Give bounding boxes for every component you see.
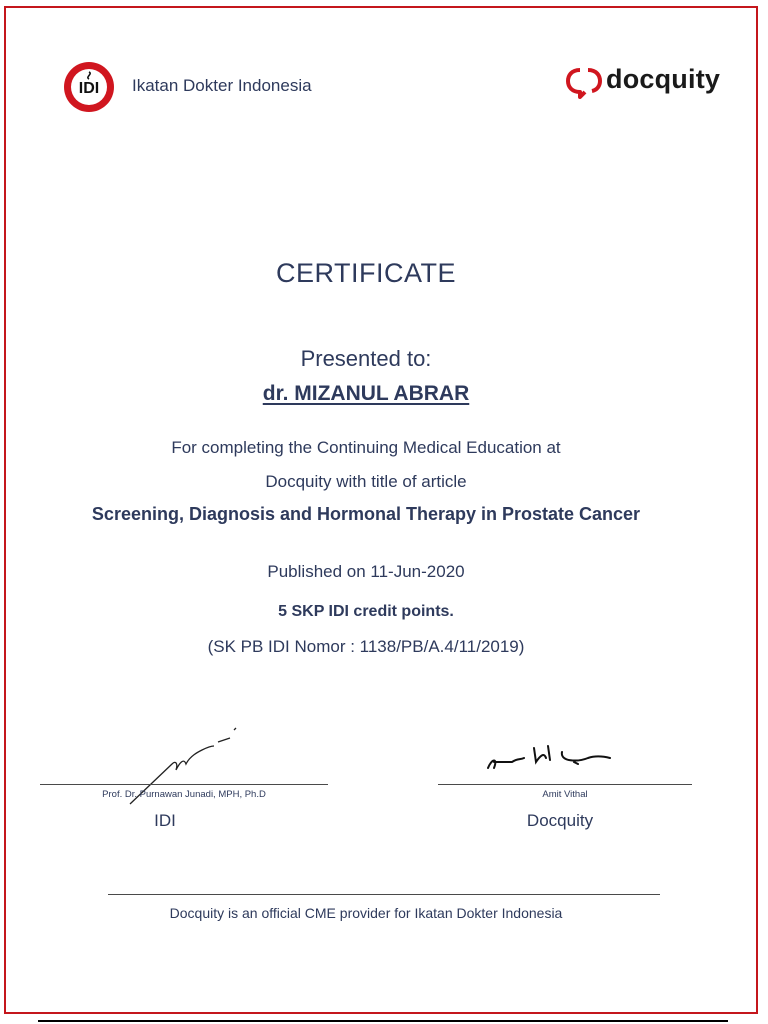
right-signature-line <box>438 784 692 785</box>
page-bottom-rule <box>38 1020 728 1022</box>
footer-divider <box>108 894 660 895</box>
docquity-wordmark: docquity <box>606 64 721 94</box>
idi-logo-icon <box>62 60 116 114</box>
right-signer-name: Amit Vithal <box>542 789 588 800</box>
credit-points: 5 SKP IDI credit points. <box>278 603 454 620</box>
description-line-2: Docquity with title of article <box>265 472 467 491</box>
right-signature-icon <box>478 738 618 778</box>
published-date: Published on 11-Jun-2020 <box>267 562 465 581</box>
presented-to-label: Presented to: <box>300 346 432 371</box>
footer-text: Docquity is an official CME provider for Ikatan Dokter Indonesia <box>169 905 563 921</box>
right-signer-org: Docquity <box>526 811 594 830</box>
svg-text:IDI: IDI <box>78 80 100 97</box>
left-signer-name: Prof. Dr. Purnawan Junadi, MPH, Ph.D <box>102 789 266 800</box>
certificate-title: CERTIFICATE <box>275 258 456 288</box>
description-line-1: For completing the Continuing Medical Education at <box>171 438 561 457</box>
sk-reference: (SK PB IDI Nomor : 1138/PB/A.4/11/2019) <box>207 637 525 656</box>
article-title: Screening, Diagnosis and Hormonal Therapy in Prostate Cancer <box>91 504 641 524</box>
left-signer-org: IDI <box>154 811 176 830</box>
left-signature-line <box>40 784 328 785</box>
docquity-logo-icon <box>566 66 606 100</box>
idi-org-name: Ikatan Dokter Indonesia <box>132 76 312 95</box>
recipient-name: dr. MIZANUL ABRAR <box>262 382 470 405</box>
